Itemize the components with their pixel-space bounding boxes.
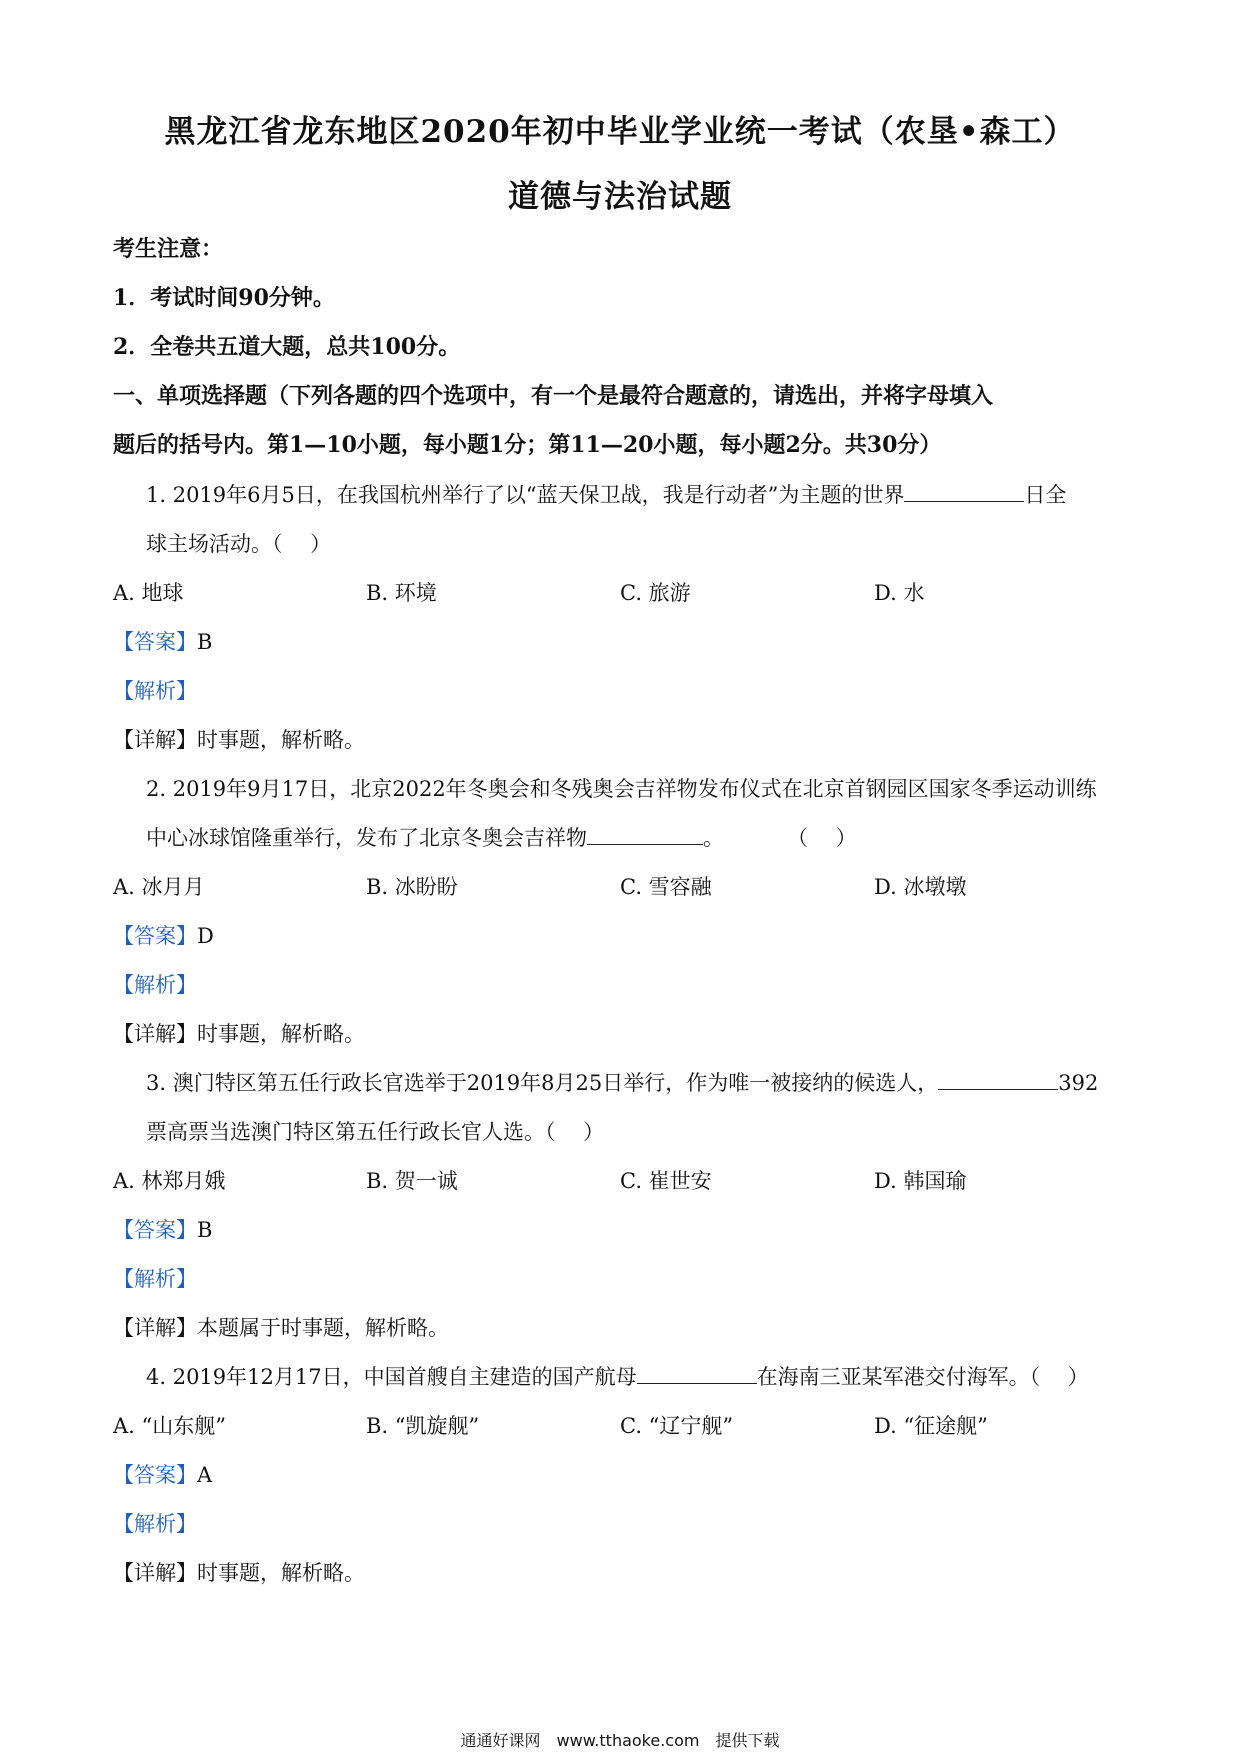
question-2-analysis [113, 969, 197, 1001]
analysis-label: 【解析】 [113, 1267, 197, 1291]
detail-label: 【详解】 [113, 1022, 197, 1046]
detail-text: 本题属于时事题，解析略。 [197, 1316, 449, 1340]
section-heading-line-1: 一、单项选择题（下列各题的四个选项中，有一个是最符合题意的，请选出，并将字母填入 [113, 383, 994, 409]
question-4-text-cont: 在海南三亚某军港交付海军。（ ） [756, 1365, 1089, 1389]
question-2-detail [113, 1018, 365, 1050]
analysis-label: 【解析】 [113, 973, 197, 997]
notice-item-2: 2．全卷共五道大题，总共100分。 [113, 334, 461, 360]
question-1-text: 1. 2019年6月5日，在我国杭州举行了以“蓝天保卫战，我是行动者”为主题的世界 [146, 483, 905, 507]
question-4-detail [113, 1557, 365, 1589]
question-1-detail [113, 724, 365, 756]
answer-label: 【答案】 [113, 924, 197, 948]
question-1-analysis [113, 675, 197, 707]
answer-label: 【答案】 [113, 1463, 197, 1487]
question-3-line-2: 票高票当选澳门特区第五任行政长官人选。（ ） [146, 1120, 605, 1144]
detail-label: 【详解】 [113, 1316, 197, 1340]
question-2-option-c: C. 雪容融 [620, 875, 712, 899]
question-2-line-2 [146, 822, 857, 854]
answer-blank [587, 824, 703, 845]
exam-title: 黑龙江省龙东地区2020年初中毕业学业统一考试（农垦•森工） [164, 114, 1076, 150]
question-4-option-d: D. “征途舰” [874, 1414, 988, 1438]
question-3-text: 3. 澳门特区第五任行政长官选举于2019年8月25日举行，作为唯一被接纳的候选人， [146, 1071, 939, 1095]
notice-item-1: 1．考试时间90分钟。 [113, 285, 335, 311]
answer-blank [938, 1069, 1058, 1090]
question-4-line-1 [146, 1361, 1089, 1393]
question-1-line-2: 球主场活动。（ ） [146, 532, 332, 556]
question-3-analysis [113, 1263, 197, 1295]
question-4-analysis [113, 1508, 197, 1540]
answer-value: B [197, 630, 213, 654]
question-4-option-b: B. “凯旋舰” [366, 1414, 480, 1438]
answer-value: A [197, 1463, 213, 1487]
question-3-detail [113, 1312, 449, 1344]
detail-label: 【详解】 [113, 1561, 197, 1585]
question-3-text-cont: 392 [1058, 1071, 1099, 1095]
detail-label: 【详解】 [113, 728, 197, 752]
exam-subtitle: 道德与法治试题 [508, 179, 732, 215]
question-1-option-d: D. 水 [874, 581, 925, 605]
answer-value: D [197, 924, 214, 948]
detail-text: 时事题，解析略。 [197, 728, 365, 752]
question-3-line-1 [146, 1067, 1098, 1099]
answer-label: 【答案】 [113, 1218, 197, 1242]
question-2-text-cont: 。 （ ） [703, 826, 857, 850]
question-2-text: 中心冰球馆隆重举行，发布了北京冬奥会吉祥物 [146, 826, 587, 850]
question-3-option-b: B. 贺一诚 [366, 1169, 458, 1193]
question-3-option-a: A. 林郑月娥 [113, 1169, 226, 1193]
question-1-answer [113, 626, 212, 658]
notice-heading: 考生注意： [113, 236, 224, 262]
answer-label: 【答案】 [113, 630, 197, 654]
question-2-answer [113, 920, 214, 952]
question-4-option-a: A. “山东舰” [113, 1414, 226, 1438]
answer-blank [904, 481, 1024, 502]
question-3-option-c: C. 崔世安 [620, 1169, 712, 1193]
analysis-label: 【解析】 [113, 679, 197, 703]
question-1-option-c: C. 旅游 [620, 581, 691, 605]
question-4-option-c: C. “辽宁舰” [620, 1414, 734, 1438]
question-3-answer [113, 1214, 212, 1246]
question-4-text: 4. 2019年12月17日，中国首艘自主建造的国产航母 [146, 1365, 637, 1389]
question-1-option-b: B. 环境 [366, 581, 437, 605]
detail-text: 时事题，解析略。 [197, 1561, 365, 1585]
question-2-line-1: 2. 2019年9月17日，北京2022年冬奥会和冬残奥会吉祥物发布仪式在北京首钢园区国家冬季运动训练 [146, 777, 1097, 801]
question-4-answer [113, 1459, 212, 1491]
question-2-option-b: B. 冰盼盼 [366, 875, 458, 899]
question-3-option-d: D. 韩国瑜 [874, 1169, 967, 1193]
section-heading-line-2: 题后的括号内。第1—10小题，每小题1分；第11—20小题，每小题2分。共30分） [113, 432, 942, 458]
question-1-option-a: A. 地球 [113, 581, 184, 605]
answer-blank [637, 1363, 757, 1384]
question-1-line-1 [146, 479, 1066, 511]
question-2-option-d: D. 冰墩墩 [874, 875, 967, 899]
question-1-text-cont: 日全 [1024, 483, 1067, 507]
detail-text: 时事题，解析略。 [197, 1022, 365, 1046]
page-footer: 通通好课网 www.tthaoke.com 提供下载 [460, 1731, 780, 1750]
answer-value: B [197, 1218, 213, 1242]
question-2-option-a: A. 冰月月 [113, 875, 205, 899]
analysis-label: 【解析】 [113, 1512, 197, 1536]
